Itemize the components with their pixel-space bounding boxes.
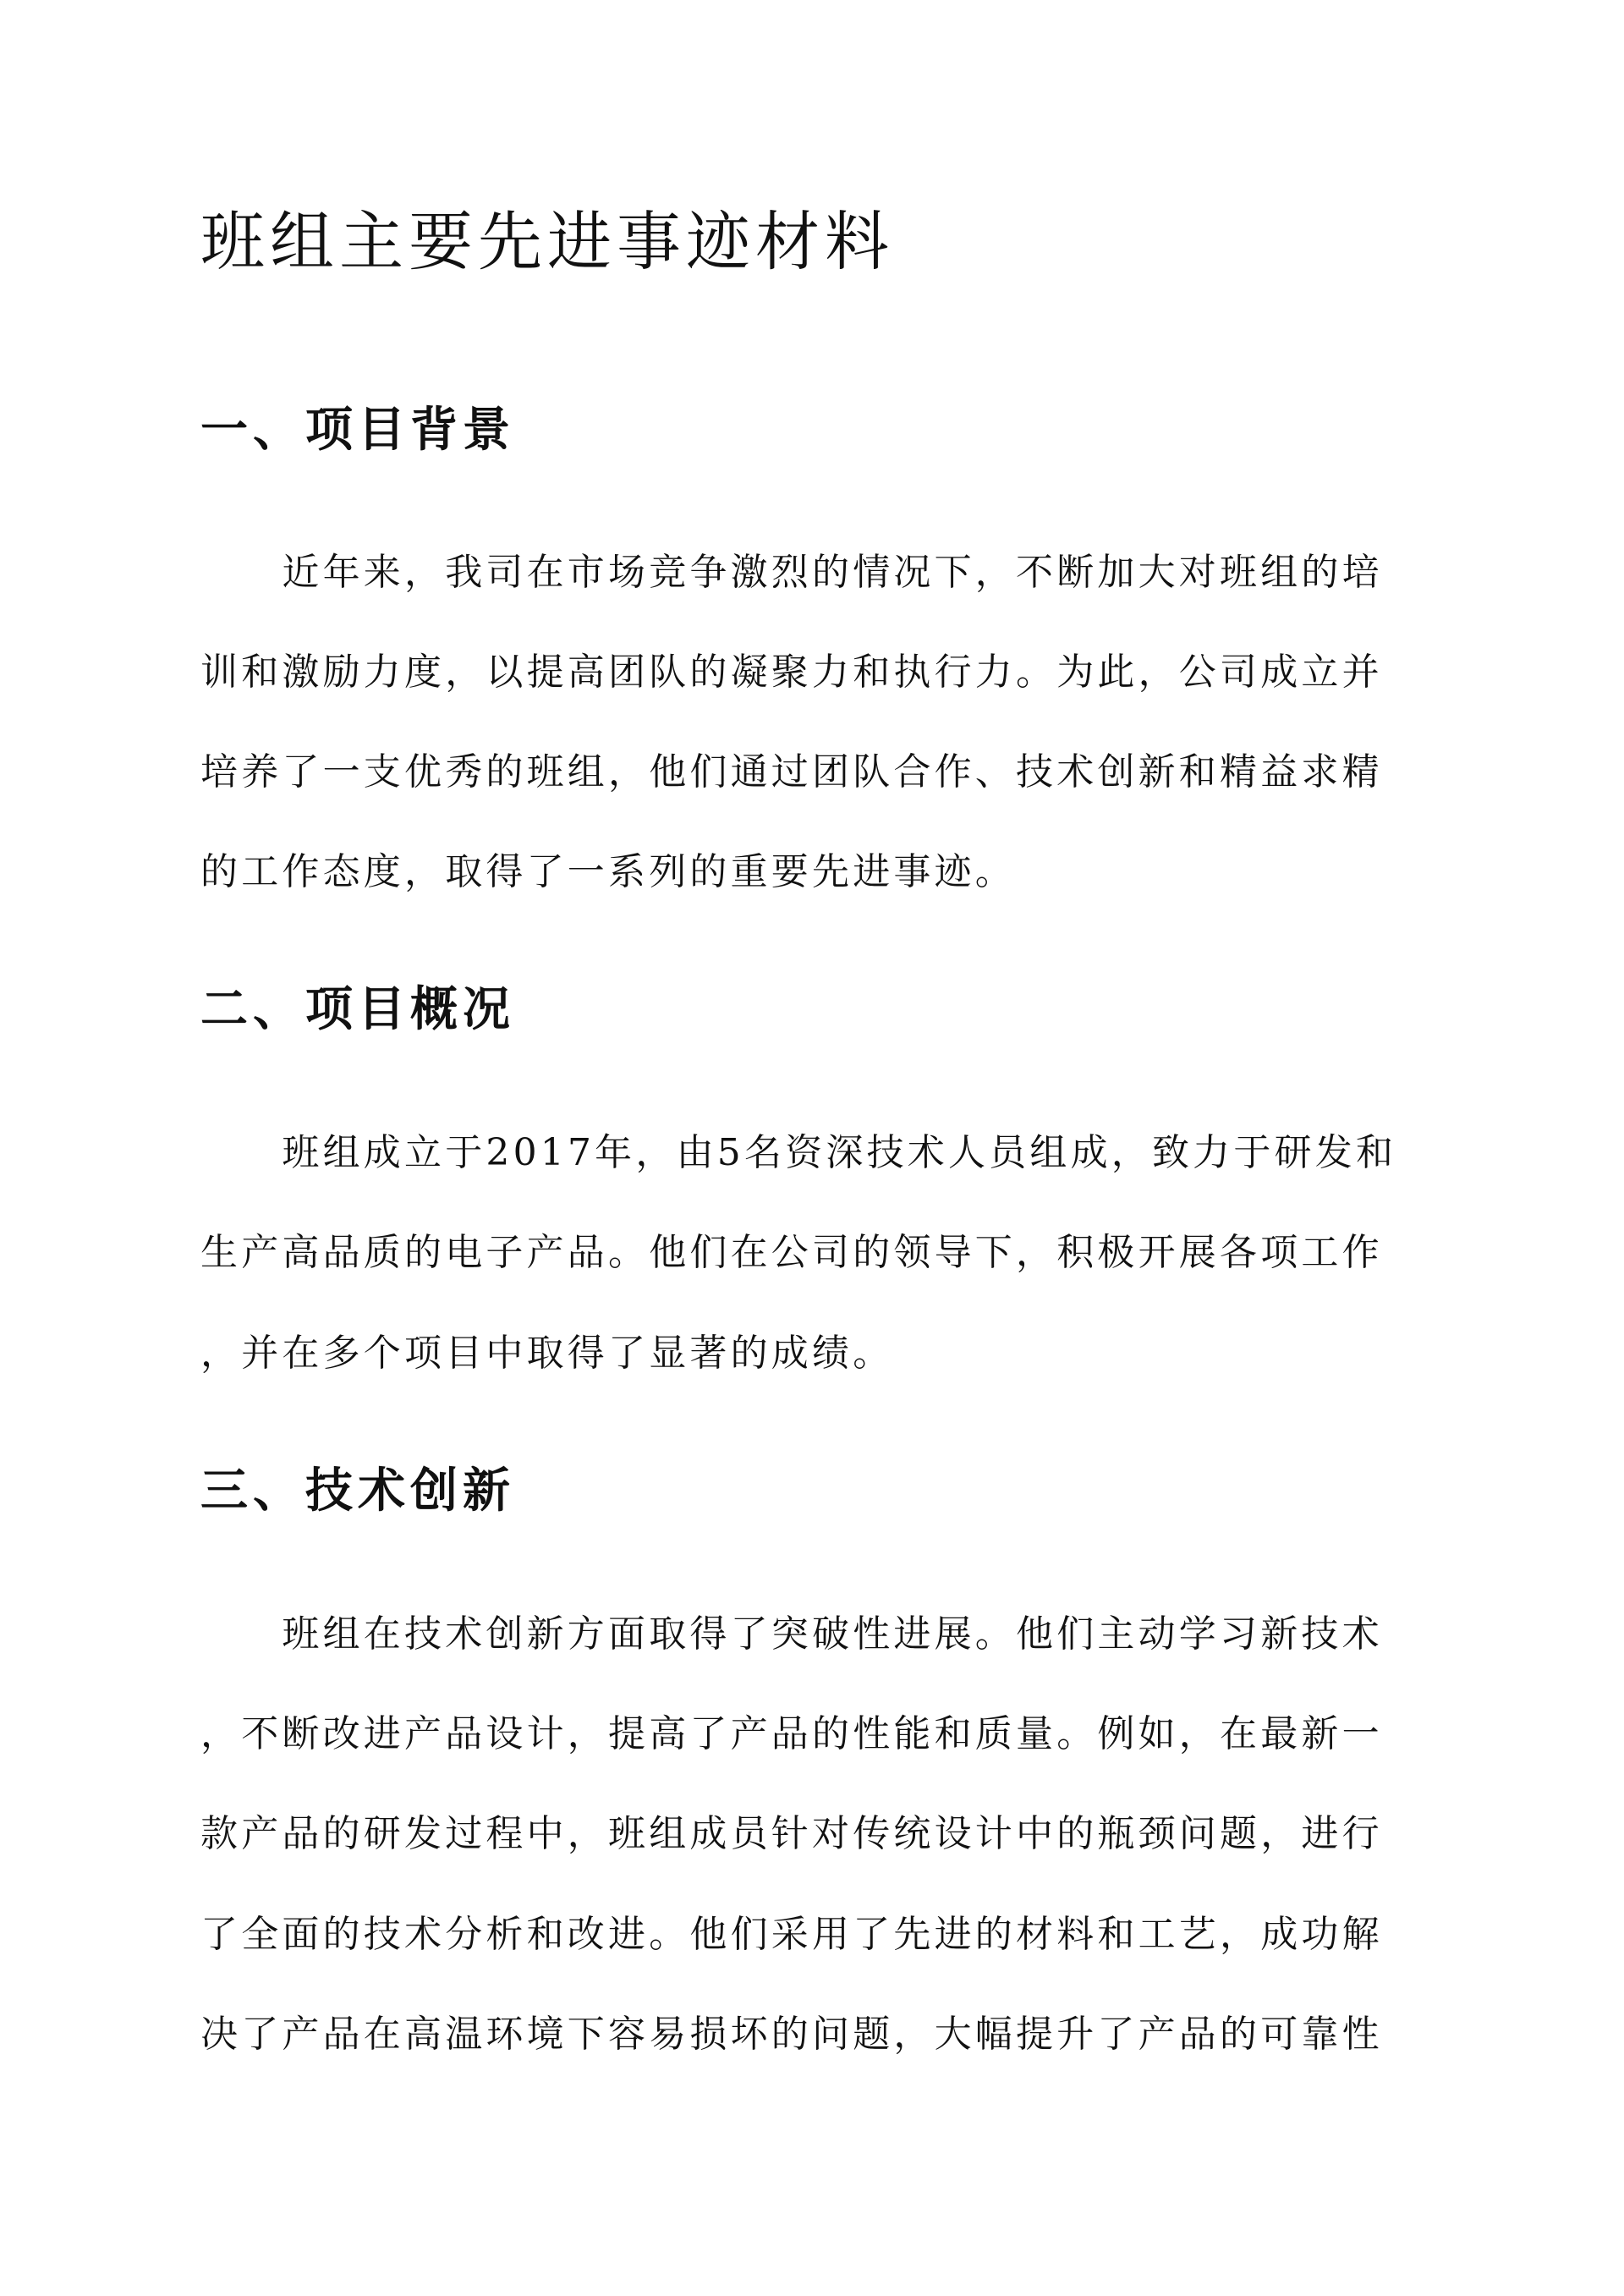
paragraph-line: 款产品的研发过程中，班组成员针对传统设计中的瓶颈问题，进行 — [200, 1812, 1383, 1855]
document-title: 班组主要先进事迹材料 — [200, 204, 894, 279]
paragraph-line: 决了产品在高温环境下容易损坏的问题，大幅提升了产品的可靠性 — [200, 2013, 1383, 2056]
paragraph-line: 训和激励力度，以提高团队的凝聚力和执行力。为此，公司成立并 — [200, 651, 1383, 694]
section-heading-overview: 二、项目概况 — [200, 981, 515, 1037]
paragraph-line: 班组成立于2017年，由5名资深技术人员组成，致力于研发和 — [200, 1131, 1397, 1174]
section-heading-innovation: 三、技术创新 — [200, 1463, 515, 1519]
paragraph-line: ，并在多个项目中取得了显著的成绩。 — [200, 1332, 894, 1375]
paragraph-line: 培养了一支优秀的班组，他们通过团队合作、技术创新和精益求精 — [200, 750, 1383, 794]
paragraph-line: 的工作态度，取得了一系列的重要先进事迹。 — [200, 850, 1016, 893]
paragraph-line: 近年来，我司在市场竞争激烈的情况下，不断加大对班组的培 — [200, 551, 1383, 594]
paragraph-line: 了全面的技术分析和改进。他们采用了先进的材料和工艺，成功解 — [200, 1913, 1383, 1956]
paragraph-line: 班组在技术创新方面取得了突破性进展。他们主动学习新技术 — [200, 1612, 1383, 1656]
section-heading-background: 一、项目背景 — [200, 402, 515, 458]
paragraph-line: ，不断改进产品设计，提高了产品的性能和质量。例如，在最新一 — [200, 1712, 1383, 1755]
paragraph-line: 生产高品质的电子产品。他们在公司的领导下，积极开展各项工作 — [200, 1231, 1383, 1274]
